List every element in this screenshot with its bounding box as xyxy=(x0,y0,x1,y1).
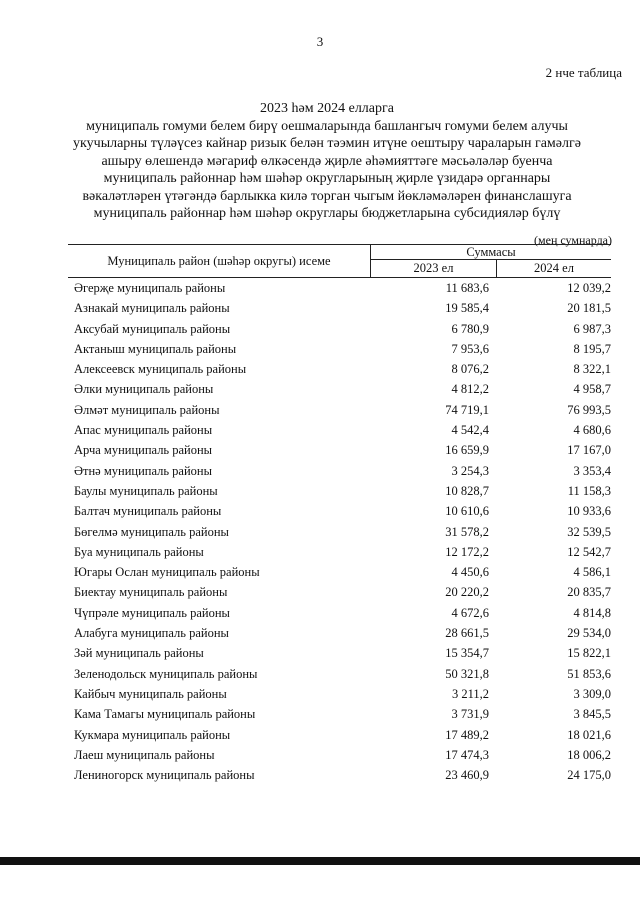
value-2023: 74 719,1 xyxy=(445,402,489,417)
district-name: Апас муниципаль районы xyxy=(74,423,213,438)
district-name: Лаеш муниципаль районы xyxy=(74,747,215,762)
district-name: Алабуга муниципаль районы xyxy=(74,626,229,641)
value-2024: 4 680,6 xyxy=(573,423,611,438)
title-line: 2023 һәм 2024 елларга xyxy=(260,101,394,116)
table-row xyxy=(68,319,611,339)
district-name: Аксубай муниципаль районы xyxy=(74,321,231,336)
value-2024: 11 158,3 xyxy=(567,483,611,498)
value-2024: 3 353,4 xyxy=(573,463,611,478)
table-row xyxy=(68,501,611,521)
table-row xyxy=(68,298,611,318)
value-2024: 15 822,1 xyxy=(567,646,611,661)
district-name: Балтач муниципаль районы xyxy=(74,504,222,519)
header-sums: Суммасы xyxy=(371,245,611,260)
table-title xyxy=(40,100,614,223)
value-2023: 8 076,2 xyxy=(451,362,489,377)
value-2024: 4 958,7 xyxy=(573,382,611,397)
value-2023: 23 460,9 xyxy=(445,768,489,783)
value-2023: 7 953,6 xyxy=(451,341,489,356)
table-row xyxy=(68,664,611,684)
value-2024: 51 853,6 xyxy=(567,666,611,681)
value-2023: 28 661,5 xyxy=(445,626,489,641)
value-2024: 29 534,0 xyxy=(567,626,611,641)
table-row xyxy=(68,745,611,765)
value-2024: 18 021,6 xyxy=(567,727,611,742)
value-2024: 18 006,2 xyxy=(567,747,611,762)
page-number: 3 xyxy=(316,34,324,49)
value-2024: 4 586,1 xyxy=(573,565,611,580)
value-2024: 20 835,7 xyxy=(567,585,611,600)
table-row xyxy=(68,359,611,379)
district-name: Арча муниципаль районы xyxy=(74,443,213,458)
district-name: Әлки муниципаль районы xyxy=(74,382,214,397)
table-row xyxy=(68,440,611,460)
district-name: Кукмара муниципаль районы xyxy=(74,727,231,742)
table-row xyxy=(68,582,611,602)
value-2024: 12 542,7 xyxy=(567,544,611,559)
value-2024: 6 987,3 xyxy=(573,321,611,336)
table-row xyxy=(68,725,611,745)
table-row xyxy=(68,562,611,582)
table-label: 2 нче таблица xyxy=(545,65,622,80)
table-row xyxy=(68,481,611,501)
table-row xyxy=(68,684,611,704)
district-name: Кама Тамагы муниципаль районы xyxy=(74,707,256,722)
table-row xyxy=(68,400,611,420)
district-name: Әгерҗе муниципаль районы xyxy=(74,281,226,295)
header-year-2024: 2024 ел xyxy=(534,261,574,275)
table-row xyxy=(68,542,611,562)
table-row xyxy=(68,379,611,399)
value-2023: 11 683,6 xyxy=(445,281,489,295)
value-2024: 76 993,5 xyxy=(567,402,611,417)
value-2023: 3 211,2 xyxy=(451,686,489,701)
district-name: Кайбыч муниципаль районы xyxy=(74,686,227,701)
table-row xyxy=(68,278,611,298)
district-name: Буа муниципаль районы xyxy=(74,544,204,559)
district-name: Зеленодольск муниципаль районы xyxy=(74,666,258,681)
district-name: Биектау муниципаль районы xyxy=(74,585,228,600)
value-2024: 3 845,5 xyxy=(573,707,611,722)
value-2023: 20 220,2 xyxy=(445,585,489,600)
table-body xyxy=(68,278,611,785)
value-2023: 4 542,4 xyxy=(451,423,489,438)
value-2024: 24 175,0 xyxy=(567,768,611,783)
header-year-2023: 2023 ел xyxy=(371,260,497,277)
value-2024: 10 933,6 xyxy=(567,504,611,519)
value-2024: 12 039,2 xyxy=(567,281,611,295)
value-2024: 8 195,7 xyxy=(573,341,611,356)
value-2024: 4 814,8 xyxy=(573,605,611,620)
subsidy-table xyxy=(68,244,611,785)
value-2023: 17 474,3 xyxy=(445,747,489,762)
district-name: Зәй муниципаль районы xyxy=(74,646,204,661)
value-2023: 50 321,8 xyxy=(445,666,489,681)
district-name: Баулы муниципаль районы xyxy=(74,483,218,498)
title-line: муниципаль районнар һәм шәһәр округлары бюджетларына субсидияләр бүлү xyxy=(93,206,561,221)
value-2023: 6 780,9 xyxy=(451,321,489,336)
value-2024: 8 322,1 xyxy=(573,362,611,377)
value-2023: 10 828,7 xyxy=(445,483,489,498)
header-name: Муниципаль район (шәһәр округы) исеме xyxy=(68,245,371,277)
table-row xyxy=(68,522,611,542)
value-2023: 4 812,2 xyxy=(451,382,489,397)
table-row xyxy=(68,623,611,643)
value-2023: 31 578,2 xyxy=(445,524,489,539)
scan-edge-bar xyxy=(0,857,640,865)
table-header xyxy=(68,244,611,278)
value-2023: 16 659,9 xyxy=(445,443,489,458)
table-row xyxy=(68,765,611,785)
units-note: (мең сумнарда) xyxy=(534,233,612,247)
value-2023: 4 672,6 xyxy=(451,605,489,620)
title-line: ашыру өлешендә мәгариф өлкәсендә җирле әһәмияттәге мәсьәләләр буенча xyxy=(101,153,553,169)
value-2023: 19 585,4 xyxy=(445,301,489,316)
district-name: Әтнә муниципаль районы xyxy=(74,463,213,478)
value-2024: 32 539,5 xyxy=(567,524,611,539)
value-2024: 3 309,0 xyxy=(573,686,611,701)
table-row xyxy=(68,420,611,440)
table-row xyxy=(68,704,611,724)
title-line: укучыларны түләүсез кайнар ризык белән тәэмин итүне оештыру чараларын гамәлгә xyxy=(73,136,581,151)
title-line: муниципаль районнар һәм шәһәр округларының җирле үзидарә органнары xyxy=(103,171,551,186)
table-row xyxy=(68,643,611,663)
value-2023: 3 254,3 xyxy=(451,463,489,478)
title-line: вәкаләтләрен үтәгәндә барлыкка килә торган чыгым йөкләмәләрен финанслашуга xyxy=(82,188,572,204)
value-2023: 17 489,2 xyxy=(445,727,489,742)
value-2023: 15 354,7 xyxy=(445,646,489,661)
value-2023: 12 172,2 xyxy=(445,544,489,559)
district-name: Әлмәт муниципаль районы xyxy=(74,402,220,417)
value-2024: 17 167,0 xyxy=(567,443,611,458)
title-line: муниципаль гомуми белем бирү оешмаларында башлангыч гомуми белем алучы xyxy=(86,118,568,134)
value-2023: 3 731,9 xyxy=(451,707,489,722)
value-2024: 20 181,5 xyxy=(567,301,611,316)
table-row xyxy=(68,603,611,623)
district-name: Лениногорск муниципаль районы xyxy=(74,768,255,783)
table-row xyxy=(68,339,611,359)
district-name: Актаныш муниципаль районы xyxy=(74,341,237,356)
district-name: Алексеевск муниципаль районы xyxy=(74,362,247,377)
district-name: Чүпрәле муниципаль районы xyxy=(74,605,230,620)
value-2023: 4 450,6 xyxy=(451,565,489,580)
district-name: Югары Ослан муниципаль районы xyxy=(74,565,260,580)
district-name: Азнакай муниципаль районы xyxy=(74,301,230,316)
table-row xyxy=(68,461,611,481)
district-name: Бөгелмә муниципаль районы xyxy=(74,524,229,539)
value-2023: 10 610,6 xyxy=(445,504,489,519)
